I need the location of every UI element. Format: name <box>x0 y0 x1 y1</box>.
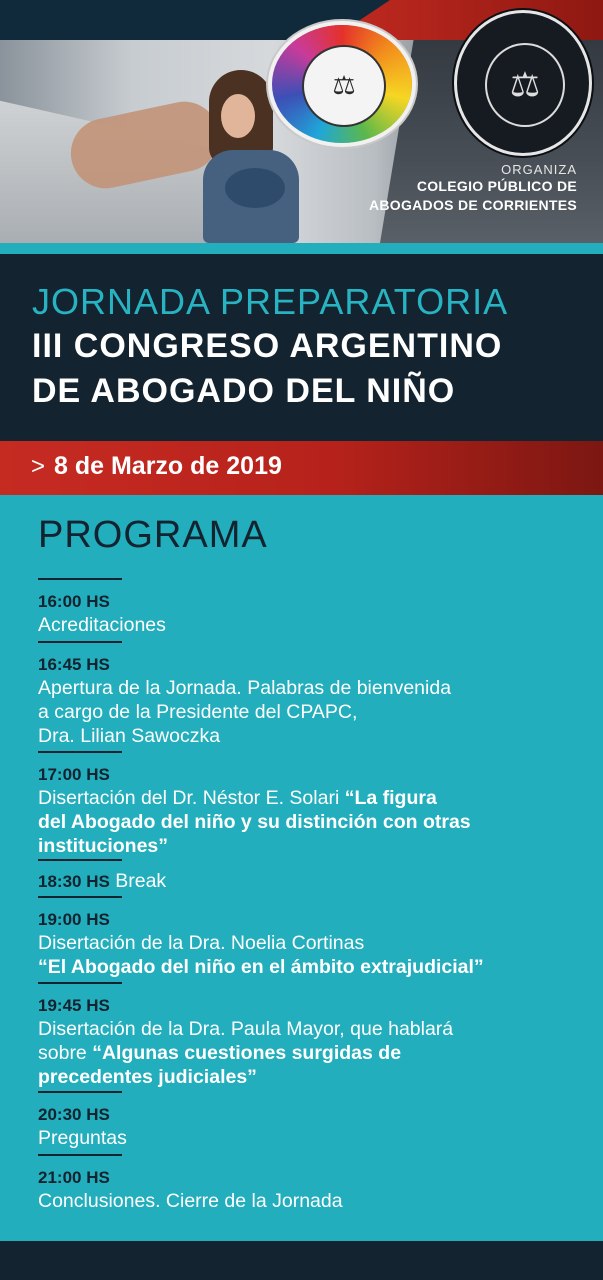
date-bar <box>0 441 603 495</box>
event-title-block <box>0 254 603 441</box>
divider <box>38 982 122 984</box>
program-text-bold: “Algunas cuestiones surgidas de <box>92 1042 402 1064</box>
program-text-plain: Break <box>109 870 167 892</box>
program-time: 18:30 HS <box>38 872 110 891</box>
event-title-line1: JORNADA PREPARATORIA <box>32 281 509 322</box>
program-text: Disertación de la Dra. Noelia Cortinas <box>38 932 365 954</box>
program-text <box>38 1041 578 1065</box>
program-heading: PROGRAMA <box>38 514 268 556</box>
divider <box>38 751 122 753</box>
chevron-right-icon: > <box>31 453 46 480</box>
program-text: Disertación de la Dra. Paula Mayor, que hablará <box>38 1018 454 1040</box>
program-item <box>38 1154 578 1213</box>
program-time: 19:45 HS <box>38 996 110 1015</box>
program-item <box>38 578 578 637</box>
program-time: 20:30 HS <box>38 1105 110 1124</box>
event-title-line3: DE ABOGADO DEL NIÑO <box>32 372 456 410</box>
program-text: Preguntas <box>38 1127 127 1149</box>
program-text-bold: precedentes judiciales” <box>38 1066 257 1088</box>
footer-band <box>0 1241 603 1280</box>
divider <box>38 896 122 898</box>
program-time: 17:00 HS <box>38 765 110 784</box>
program-time: 16:00 HS <box>38 592 110 611</box>
program-text <box>38 955 578 979</box>
organiza-label: ORGANIZA <box>501 162 577 177</box>
program-text <box>38 786 578 810</box>
program-item <box>38 896 578 979</box>
organizer-block <box>369 162 577 215</box>
header-photo <box>0 0 603 243</box>
program-text: Apertura de la Jornada. Palabras de bienvenida <box>38 677 452 699</box>
program-item <box>38 1091 578 1150</box>
program-text <box>38 810 578 834</box>
program-text-bold: “El Abogado del niño en el ámbito extrajudicial” <box>38 956 484 978</box>
divider <box>38 1091 122 1093</box>
program-item <box>38 982 578 1089</box>
event-title-line2: III CONGRESO ARGENTINO <box>32 327 503 365</box>
organizer-name-line2: ABOGADOS DE CORRIENTES <box>368 197 577 213</box>
divider <box>38 641 122 643</box>
program-time: 21:00 HS <box>38 1168 110 1187</box>
program-item <box>38 641 578 748</box>
divider <box>38 1154 122 1156</box>
program-text <box>38 834 578 858</box>
program-text-bold: “La figura <box>344 787 437 809</box>
organizer-name-line1: COLEGIO PÚBLICO DE <box>416 178 577 194</box>
uba-law-faculty-seal <box>272 25 412 143</box>
divider <box>38 578 122 580</box>
program-text <box>38 869 578 894</box>
program-text-bold: del Abogado del niño y su distinción con otras <box>38 811 471 833</box>
program-text: Dra. Lilian Sawoczka <box>38 725 221 747</box>
program-text <box>38 1065 578 1089</box>
program-text: Conclusiones. Cierre de la Jornada <box>38 1190 343 1212</box>
program-text-plain: sobre <box>38 1042 93 1064</box>
scales-of-justice-icon: ⚖ <box>485 43 565 127</box>
program-item <box>38 859 578 894</box>
event-date: 8 de Marzo de 2019 <box>54 452 282 480</box>
uba-seal-emblem-icon: ⚖ <box>302 45 386 127</box>
program-time: 19:00 HS <box>38 910 110 929</box>
colegio-abogados-seal <box>454 10 592 156</box>
program-text-bold: instituciones” <box>38 835 169 857</box>
program-text: Acreditaciones <box>38 614 166 636</box>
program-time: 16:45 HS <box>38 655 110 674</box>
divider <box>38 859 122 861</box>
program-text-plain: Disertación del Dr. Néstor E. Solari <box>38 787 345 809</box>
program-text: a cargo de la Presidente del CPAPC, <box>38 701 358 723</box>
program-item <box>38 751 578 858</box>
